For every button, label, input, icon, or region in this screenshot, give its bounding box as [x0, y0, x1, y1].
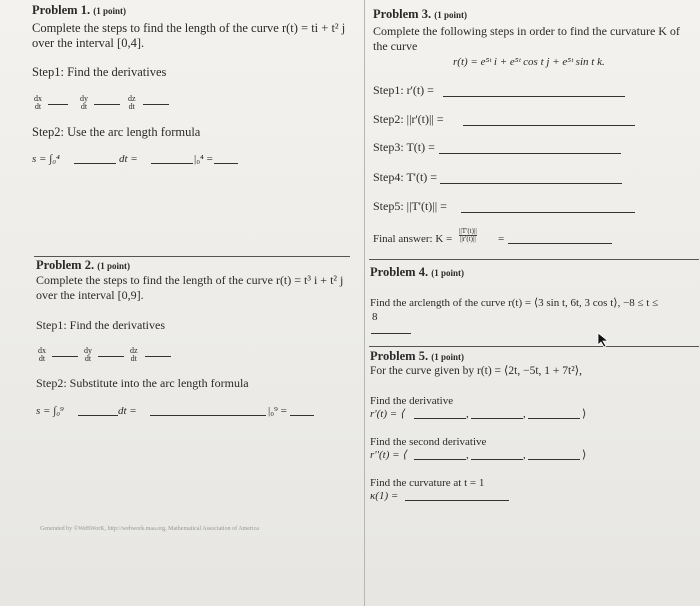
problem-3-points: (1 point) — [434, 10, 467, 20]
mouse-cursor-icon — [597, 332, 611, 348]
problem-1-integrand-answer[interactable] — [74, 163, 116, 164]
curvature-at-1-answer[interactable] — [405, 500, 509, 501]
t-prime-answer[interactable] — [440, 183, 622, 184]
dz-dt-answer[interactable] — [143, 104, 169, 105]
problem-3-final-label: Final answer: K = — [373, 233, 453, 245]
problem-4-title: Problem 4. — [370, 265, 429, 279]
first-deriv-x-answer[interactable] — [414, 418, 466, 419]
dz-dt-answer[interactable] — [145, 356, 171, 357]
problem-3-step2: Step2: ||r'(t)|| = — [373, 112, 444, 126]
problem-2-title: Problem 2. — [36, 258, 95, 272]
problem-2-dt: dt = — [118, 405, 137, 417]
second-deriv-y-answer[interactable] — [471, 459, 523, 460]
problem-5-curv-label: Find the curvature at t = 1 — [370, 477, 485, 489]
dy-dt-answer[interactable] — [94, 104, 120, 105]
problem-3-line2: the curve — [373, 39, 418, 53]
problem-2-step1: Step1: Find the derivatives — [36, 318, 165, 332]
dx-dt-label: dx dt — [38, 346, 46, 363]
problem-2-antiderivative-answer[interactable] — [150, 415, 266, 416]
dy-dt-label: dy dt — [80, 94, 88, 111]
problem-1-antiderivative-answer[interactable] — [151, 163, 193, 164]
problem-1-step1: Step1: Find the derivatives — [32, 65, 167, 79]
problem-1-step2: Step2: Use the arc length formula — [32, 125, 201, 139]
r-prime-norm-answer[interactable] — [463, 125, 635, 126]
problem-2-integral: s = ∫₀⁹ — [36, 405, 64, 417]
problem-5-line1: For the curve given by r(t) = ⟨2t, −5t, 1 + 7t²⟩, — [370, 365, 583, 377]
problem-2-points: (1 point) — [97, 261, 130, 271]
unit-tangent-answer[interactable] — [439, 153, 621, 154]
problem-3-header — [373, 7, 467, 23]
dz-dt-label: dz dt — [130, 346, 138, 363]
second-deriv-x-answer[interactable] — [414, 459, 466, 460]
problem-2-length-answer[interactable] — [290, 415, 314, 416]
problem-4-line1: Find the arclength of the curve r(t) = ⟨3 sin t, 6t, 3 cos t⟩, −8 ≤ t ≤ — [370, 297, 659, 309]
problem-3-step3: Step3: T(t) = — [373, 140, 435, 154]
problem-2-eval: |₀⁹ = — [268, 405, 287, 417]
problem-3-title: Problem 3. — [373, 7, 432, 21]
close-angle-2: ⟩ — [582, 449, 587, 461]
problem-4-line2: 8 — [372, 311, 378, 323]
problem-2-header — [36, 258, 130, 274]
t-prime-norm-answer[interactable] — [461, 212, 635, 213]
second-deriv-z-answer[interactable] — [528, 459, 580, 460]
problem-3-curve: r(t) = e⁵ᵗ i + e⁵ᵗ cos t j + e⁵ᵗ sin t k. — [453, 56, 605, 68]
problem-4-header — [370, 265, 464, 281]
first-deriv-y-answer[interactable] — [471, 418, 523, 419]
problem-divider — [369, 259, 699, 260]
problem-5-deriv-label: Find the derivative — [370, 395, 454, 407]
problem-5-points: (1 point) — [431, 352, 464, 362]
problem-5-deriv-expr: r'(t) = ⟨ — [370, 408, 405, 420]
problem-2-line1: Complete the steps to find the length of the curve r(t) = t³ i + t² j — [36, 273, 344, 287]
first-deriv-z-answer[interactable] — [528, 418, 580, 419]
problem-1-integral: s = ∫₀⁴ — [32, 153, 60, 165]
curvature-numerator: ||T'(t)|| — [459, 227, 477, 235]
problem-1-points: (1 point) — [93, 6, 126, 16]
arclength-answer[interactable] — [371, 333, 411, 334]
problem-3-line1: Complete the following steps in order to find the curvature K of — [373, 24, 680, 38]
dy-dt-label: dy dt — [84, 346, 92, 363]
dz-dt-label: dz dt — [128, 94, 136, 111]
problem-1-dt: dt = — [119, 153, 138, 165]
r-prime-answer[interactable] — [443, 96, 625, 97]
problem-1-header — [32, 3, 126, 19]
problem-4-points: (1 point) — [431, 268, 464, 278]
curvature-denominator: ||r'(t)|| — [459, 235, 476, 243]
problem-5-title: Problem 5. — [370, 349, 429, 363]
problem-1-title: Problem 1. — [32, 3, 91, 17]
dx-dt-label: dx dt — [34, 94, 42, 111]
curvature-answer[interactable] — [508, 243, 612, 244]
problem-2-integrand-answer[interactable] — [78, 415, 118, 416]
problem-3-step5: Step5: ||T'(t)|| = — [373, 199, 447, 213]
problem-2-step2: Step2: Substitute into the arc length formula — [36, 376, 249, 390]
problem-1-length-answer[interactable] — [214, 163, 238, 164]
problem-5-second-label: Find the second derivative — [370, 436, 487, 448]
problem-divider — [34, 256, 350, 257]
problem-1-line1: Complete the steps to find the length of the curve r(t) = ti + t² j — [32, 21, 346, 35]
comma-3: , — [466, 449, 469, 461]
problem-1-eval: |₀⁴ = — [194, 153, 213, 165]
problem-divider — [369, 346, 699, 347]
problem-5-second-expr: r''(t) = ⟨ — [370, 449, 407, 461]
curvature-fraction — [459, 228, 477, 243]
problem-5-curv-expr: κ(1) = — [370, 490, 399, 502]
comma-4: , — [523, 449, 526, 461]
problem-3-final-eq: = — [498, 233, 505, 245]
problem-1-line2: over the interval [0,4]. — [32, 36, 145, 50]
dx-dt-answer[interactable] — [48, 104, 68, 105]
close-angle-1: ⟩ — [582, 408, 587, 420]
problem-3-step4: Step4: T'(t) = — [373, 170, 438, 184]
dy-dt-answer[interactable] — [98, 356, 124, 357]
comma-2: , — [523, 408, 526, 420]
comma-1: , — [466, 408, 469, 420]
problem-2-line2: over the interval [0,9]. — [36, 288, 144, 302]
problem-5-header — [370, 349, 464, 365]
problem-3-step1: Step1: r'(t) = — [373, 83, 434, 97]
column-divider — [364, 0, 365, 606]
footer-credit: Generated by ©WeBWorK, http://webwork.maa.org, Mathematical Association of America — [40, 526, 259, 532]
dx-dt-answer[interactable] — [52, 356, 78, 357]
